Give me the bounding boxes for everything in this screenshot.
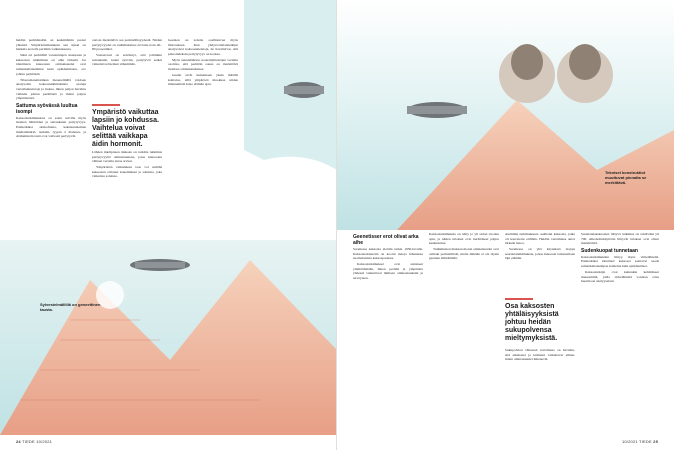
paragraph: Aiemmin tutkimukseen osallistui kaksosia, jotka oli kasvatettu erillään. Heidän vertailunsa antoi tärkeää tietoa. xyxy=(505,232,575,246)
page-footer xyxy=(16,439,52,444)
paragraph: olevan merkittävä osa perinnöllisyydestä. Niiden periytyvyydet on tutkimuksissa arvioitu noin 40–80 prosentiksi. xyxy=(92,38,162,52)
left-column-2-lower xyxy=(92,150,162,228)
paragraph: Suomalaiskaksosien liittyvä tutkimus on tehtävänä yli 700. Alkoholinkäyttöön liittyvät tulokset ovat olleet merkittäviä. xyxy=(581,232,659,246)
magazine-label: 10/2021 TIEDE xyxy=(621,439,652,444)
right-page xyxy=(337,0,674,450)
pull-quote xyxy=(92,104,164,149)
paragraph: Kaksostutkimuksia on tehty jo yli sadan vuoden ajan, ja niiden tulokset ovat herättäneet paljon keskustelua. xyxy=(429,232,499,246)
right-column-1 xyxy=(353,232,423,422)
pull-quote-bar xyxy=(505,298,533,300)
paragraph: Kaksostutkimukset ovat auttaneet ymmärtämään, miten perimä ja ympäristö yhdessä vaikuttavat ihmisen ominaisuuksiin ja terveyteen. xyxy=(353,262,423,281)
left-column-2 xyxy=(92,38,162,98)
right-column-3-lower xyxy=(505,348,575,422)
paragraph: Siksi eri perimällä varustettujen sisarusten ja kaksosten tutkiminen on ollut tärkeää. Jos identtisten kaksosten ominaisuudet ovat samankaltaisemmat kuin epäidenttisten, ero johtuu perimästä. xyxy=(16,53,86,76)
paragraph: Ympäristön vaikutuksia taas voi selittää kaksosten erilaiset kokemukset ja sattuma, joka vaikuttaa soluissa. xyxy=(92,165,162,179)
paragraph: Myös sekundäärien sosiaaliyhteisöjen vertailu osoittaa, että perimän osuus on merkittävä monissa ominaisuuksissa. xyxy=(168,57,238,72)
right-column-2 xyxy=(429,232,499,422)
pull-quote-bar xyxy=(92,104,120,106)
section-heading: Geenetisser erot olivat arka aihe xyxy=(353,234,419,246)
left-column-1 xyxy=(16,38,86,228)
paragraph: Vastaavasti on selvinnyt, että joihinkin sairauksiin, kuten syöviin, periytyvät seikat vaikuttavat hieman vähemmän. xyxy=(92,53,162,67)
mountain-illustration xyxy=(0,240,337,435)
paragraph: Kaksostutkimuksiin liittyy myös virhelähteitä. Esimerkiksi identtiset kaksoset saattavat saada samankaltaisempaa kohtelua kuin epäidenttiset. xyxy=(581,254,659,268)
paragraph: Suomessa kaksosia alettiin tutkia 1950-luvulla. Kaksoisrekisteriin on koottu tietoja tuhansista suomalaisista kaksospareista. xyxy=(353,247,423,261)
paragraph: Lähden mielipiteen mukaan on tutkittu tutkimus periytyvyyttä ominaisuutena, jossa kaksosten välinen vertailu antaa arvion. xyxy=(92,150,162,164)
paragraph: Geenit eivät kuitenkaan yksin määrää kohtaloa, sillä ympäristö muokkaa niiden ilmenemistä koko elämän ajan. xyxy=(168,73,238,87)
pull-quote-text: Osa kaksosten yhtäläisyyksistä johtuu heidän sukupolvensa mieltymyksistä. xyxy=(505,303,559,342)
paragraph: Kaksostutkimuksista on saatu selville myös monien häiriöiden ja sairauksien periytyvyys. Esimerkiksi skitsofrenia, kaksisuuntainen mielialahäiriö, autismi, tyypin 2 diabetes, ja Alzheimerin tauti ovat vahvasti periytyviä. xyxy=(16,115,86,139)
magazine-label: TIEDE 10/2021 xyxy=(22,439,53,444)
paragraph: Kaksostutkijat ovat kuitenkin kehittäneet menetelmiä, joilla virhelähteitä voidaan ottaa huomioon analyyseissä. xyxy=(581,270,659,284)
paragraph: Tilastomatematiikan menetelmillä voidaan analysoida kaksostutkimuksista saatuja vertailuaineistoja ja laskea, miten paljon havaittu vaihtelu johtuu perimästä ja miten paljon ympäristöstä. xyxy=(16,77,86,101)
portrait-illustration xyxy=(337,0,674,230)
image-caption: Sylvestelmällillä on geneettinen tausta. xyxy=(40,302,101,312)
pull-quote-text: Ympäristö vaikuttaa lapsiin jo kohdussa. Vaihtelua voivat selittää vaikkapa äidin hormonit. xyxy=(92,109,159,148)
page-number: 24 xyxy=(16,439,21,444)
paragraph: Tutkimusten mukaan monet ominaisuudet ovat osittain perinnöllisiä, mutta mikään ei ole täysin geenien määräämää. xyxy=(429,247,499,261)
section-heading: Sattuma syövässä luultua isompi xyxy=(16,102,78,115)
pull-quote xyxy=(505,298,577,343)
right-column-3 xyxy=(505,232,575,292)
paragraph: Suomessa on yhä käynnissä laajoja seurantatutkimuksia, joissa kaksosia tarkastellaan läpi elämän. xyxy=(505,247,575,261)
paragraph: Geenien on todettu osallistuvan myös lihavuuteen. Kun yhdysvaltalaistutkijat analysoivat kaksosaineistoja, he havaitsivat, että painoindeksin periytyvyys on korkea. xyxy=(168,38,238,56)
page-number: 25 xyxy=(653,439,658,444)
left-column-3 xyxy=(168,38,238,228)
right-column-4 xyxy=(581,232,659,422)
paragraph: heidän perimänsään on keskimäärin puolet yhteistä. Ympäristöeikutuksia sen sijaan on hankala erotella perimän vaikutuksesta. xyxy=(16,38,86,52)
paragraph: Sukupolvien välisessä vertailussa on havaittu, että aikakausi ja kulttuuri vaikuttavat siihen, miten ominaisuudet ilmenevät. xyxy=(505,348,575,362)
image-caption: Tekniset konstruktiot muuttuvat pinnalta se merkittävä. xyxy=(605,170,647,185)
page-footer xyxy=(622,439,658,444)
section-heading: Sudenkuopat tunnetaan xyxy=(581,247,638,254)
